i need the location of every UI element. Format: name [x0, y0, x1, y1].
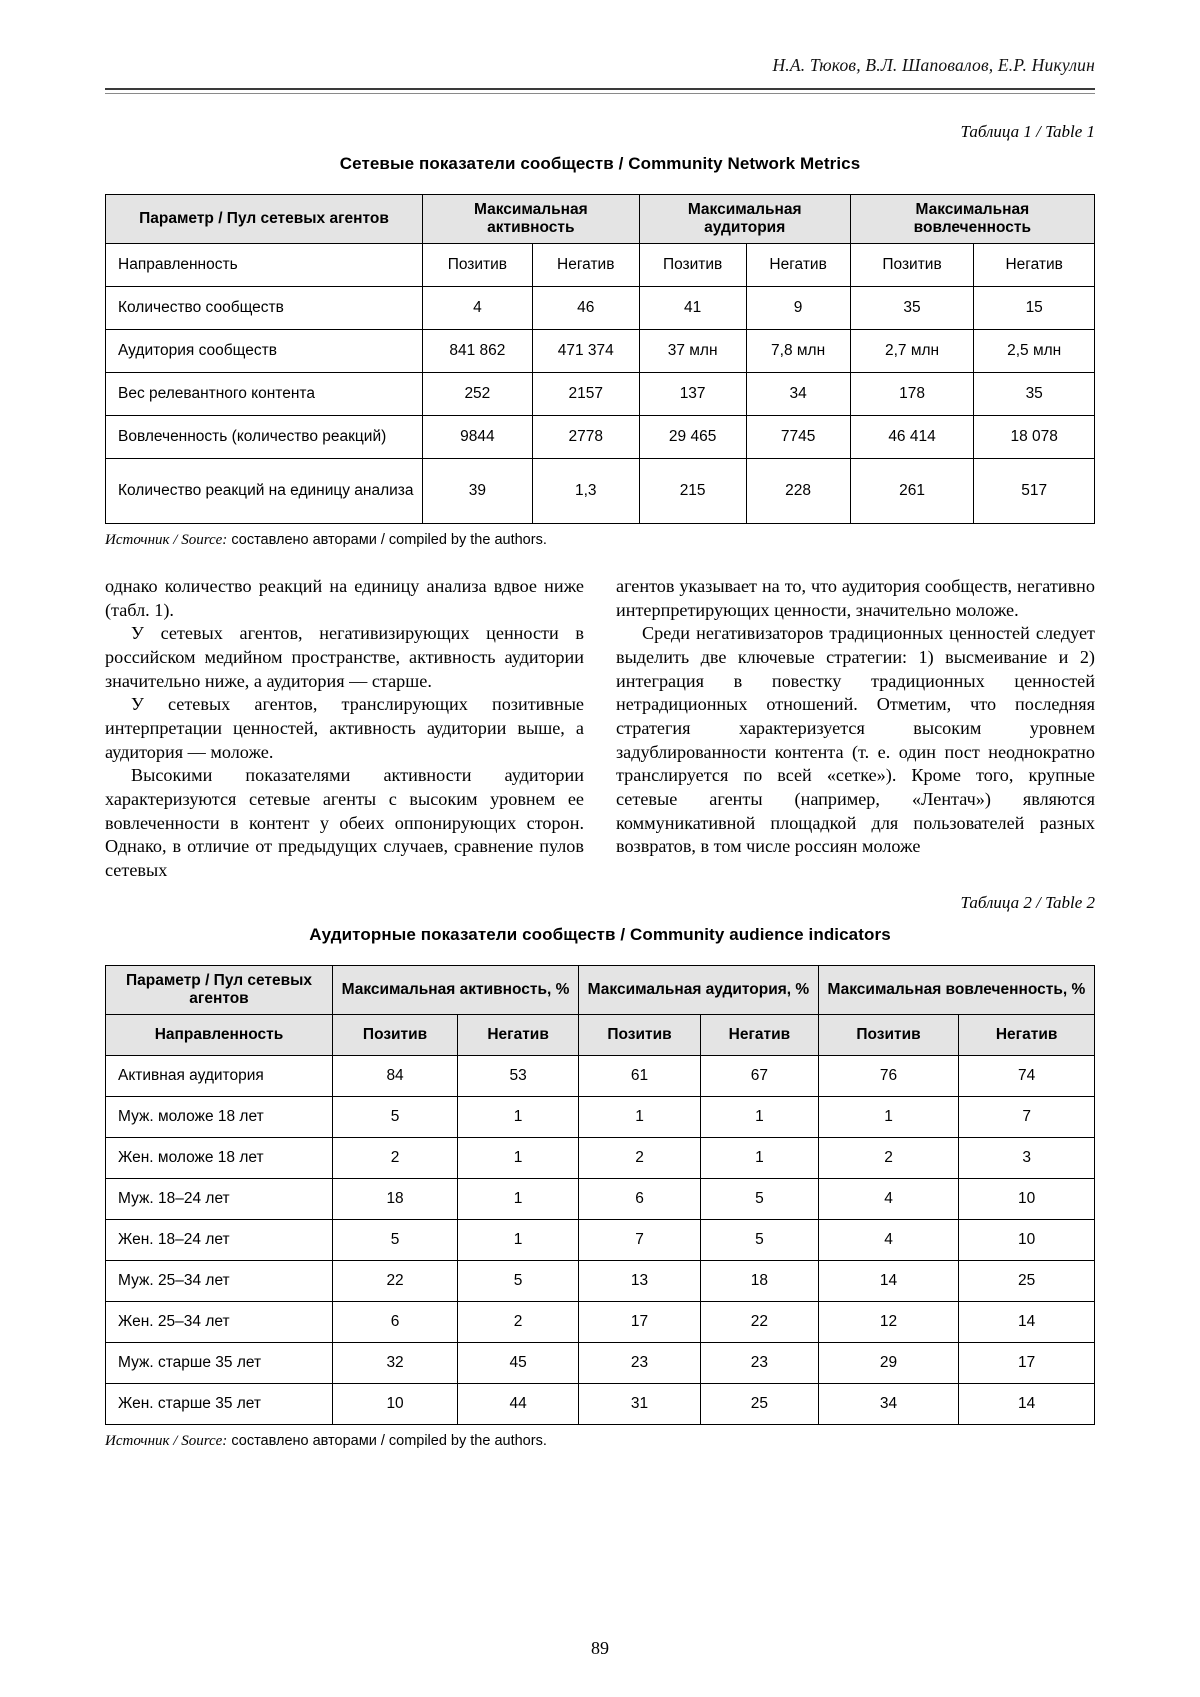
table-row — [106, 1301, 1095, 1342]
table1-row4-v5: 517 — [974, 459, 1095, 524]
table2-row0-v4: 76 — [818, 1055, 958, 1096]
table1-header-groups — [106, 195, 1095, 244]
table2-row4-v0: 5 — [333, 1219, 458, 1260]
table2-row3-v0: 18 — [333, 1178, 458, 1219]
table2-row1-v0: 5 — [333, 1096, 458, 1137]
table1-row1-v0: 841 862 — [423, 330, 533, 373]
table1-row2-v1: 2157 — [532, 373, 639, 416]
table2-direction-0: Позитив — [333, 1014, 458, 1055]
table1-source-prefix: Источник / Source: — [105, 532, 228, 548]
table2-row5-v3: 18 — [701, 1260, 819, 1301]
table2-row1-v2: 1 — [579, 1096, 701, 1137]
table-audience-indicators — [105, 965, 1095, 1425]
table1-direction-1: Негатив — [532, 244, 639, 287]
table2-row2-v2: 2 — [579, 1137, 701, 1178]
table1-row3-label: Вовлеченность (количество реакций) — [106, 416, 423, 459]
table2-header-groups — [106, 965, 1095, 1014]
table-row — [106, 330, 1095, 373]
table2-row0-v0: 84 — [333, 1055, 458, 1096]
table2-row3-label: Муж. 18–24 лет — [106, 1178, 333, 1219]
table2-direction-label: Направленность — [106, 1014, 333, 1055]
table1-row0-v2: 41 — [639, 287, 746, 330]
table2-header-param: Параметр / Пул сетевых агентов — [106, 965, 333, 1014]
table1-direction-2: Позитив — [639, 244, 746, 287]
table2-row6-v5: 14 — [959, 1301, 1095, 1342]
table-row — [106, 287, 1095, 330]
table1-row2-v4: 178 — [850, 373, 974, 416]
table2-row4-v1: 1 — [458, 1219, 579, 1260]
table2-header-group-2: Максимальная вовлеченность, % — [818, 965, 1094, 1014]
paragraph: однако количество реакций на единицу анализа вдвое ниже (табл. 1). — [105, 576, 584, 620]
table1-direction-4: Позитив — [850, 244, 974, 287]
table-row — [106, 1383, 1095, 1424]
table2-header-group-0: Максимальная активность, % — [333, 965, 579, 1014]
table1-row3-v1: 2778 — [532, 416, 639, 459]
table2-row7-v5: 17 — [959, 1342, 1095, 1383]
table2-row0-v2: 61 — [579, 1055, 701, 1096]
header-rule — [105, 88, 1095, 94]
table2-source-prefix: Источник / Source: — [105, 1432, 228, 1449]
table2-row4-v3: 5 — [701, 1219, 819, 1260]
table-row — [106, 416, 1095, 459]
table-row — [106, 373, 1095, 416]
table2-row6-v1: 2 — [458, 1301, 579, 1342]
table1-title: Сетевые показатели сообществ / Community Network Metrics — [339, 154, 861, 173]
table1-row0-v3: 9 — [746, 287, 850, 330]
table2-number: Таблица 2 / Table 2 — [960, 892, 1095, 912]
table2-row8-v2: 31 — [579, 1383, 701, 1424]
table2-row1-v3: 1 — [701, 1096, 819, 1137]
table2-row5-label: Муж. 25–34 лет — [106, 1260, 333, 1301]
table2-row6-v2: 17 — [579, 1301, 701, 1342]
table1-row1-v2: 37 млн — [639, 330, 746, 373]
table1-head — [106, 195, 1095, 244]
table1-row1-label: Аудитория сообществ — [106, 330, 423, 373]
table2-row4-label: Жен. 18–24 лет — [106, 1219, 333, 1260]
table1-row0-v0: 4 — [423, 287, 533, 330]
table2-row7-v4: 29 — [818, 1342, 958, 1383]
table1-source — [105, 532, 1095, 549]
paragraph: У сетевых агентов, негативизирующих ценности в российском медийном пространстве, активность аудитории значительно ниже, а аудитория — старше. — [105, 623, 584, 691]
paragraph: Среди негативизаторов традиционных ценностей следует выделить две ключевые стратегии: 1) высмеивание и 2) интеграция в повестку традиционных ценностей нетрадиционных отношений. Отметим, что последняя стратегия характеризуется высоким уровнем задублированности контента (т. е. один пост неоднократно транслируется по всей «сетке»). Кроме того, крупные сетевые агенты (например, «Лентач») являются коммуникативной площадкой для пользователей разных возвратов, в том числе россиян моложе — [616, 623, 1095, 857]
table1-row4-v0: 39 — [423, 459, 533, 524]
table2-row8-v1: 44 — [458, 1383, 579, 1424]
table2-row2-v5: 3 — [959, 1137, 1095, 1178]
table2-row1-label: Муж. моложе 18 лет — [106, 1096, 333, 1137]
table1-body — [106, 244, 1095, 524]
table2-row0-v1: 53 — [458, 1055, 579, 1096]
table2-row2-label: Жен. моложе 18 лет — [106, 1137, 333, 1178]
table1-source-text: составлено авторами / compiled by the authors. — [227, 532, 547, 548]
table1-row0-v5: 15 — [974, 287, 1095, 330]
table2-row3-v2: 6 — [579, 1178, 701, 1219]
table1-direction-row — [106, 244, 1095, 287]
table1-header-group-1: Максимальная аудитория — [639, 195, 850, 244]
table2-row8-label: Жен. старше 35 лет — [106, 1383, 333, 1424]
table1-number: Таблица 1 / Table 1 — [960, 122, 1095, 141]
table2-head — [106, 965, 1095, 1055]
table2-row7-v1: 45 — [458, 1342, 579, 1383]
table2-row6-label: Жен. 25–34 лет — [106, 1301, 333, 1342]
table2-row5-v2: 13 — [579, 1260, 701, 1301]
table2-row5-v0: 22 — [333, 1260, 458, 1301]
table2-row7-label: Муж. старше 35 лет — [106, 1342, 333, 1383]
table2-row8-v3: 25 — [701, 1383, 819, 1424]
table1-row3-v4: 46 414 — [850, 416, 974, 459]
table-row — [106, 1178, 1095, 1219]
table2-row3-v3: 5 — [701, 1178, 819, 1219]
table-network-metrics — [105, 194, 1095, 524]
table1-row2-v2: 137 — [639, 373, 746, 416]
table1-row3-v0: 9844 — [423, 416, 533, 459]
table2-row1-v4: 1 — [818, 1096, 958, 1137]
table2-row2-v0: 2 — [333, 1137, 458, 1178]
table1-row1-v1: 471 374 — [532, 330, 639, 373]
table2-row6-v3: 22 — [701, 1301, 819, 1342]
table2-header-sub — [106, 1014, 1095, 1055]
table2-row4-v4: 4 — [818, 1219, 958, 1260]
body-column-left — [105, 575, 584, 883]
running-head: Н.А. Тюков, В.Л. Шаповалов, Е.Р. Никулин — [772, 55, 1095, 75]
table2-direction-2: Позитив — [579, 1014, 701, 1055]
table-row — [106, 1219, 1095, 1260]
table1-row4-v2: 215 — [639, 459, 746, 524]
table2-row5-v1: 5 — [458, 1260, 579, 1301]
table1-direction-3: Негатив — [746, 244, 850, 287]
table2-row4-v2: 7 — [579, 1219, 701, 1260]
table1-row0-label: Количество сообществ — [106, 287, 423, 330]
paragraph: агентов указывает на то, что аудитория сообществ, негативно интерпретирующих ценности, значительно моложе. — [616, 576, 1095, 620]
table2-row8-v4: 34 — [818, 1383, 958, 1424]
table1-row4-v3: 228 — [746, 459, 850, 524]
table1-row3-v5: 18 078 — [974, 416, 1095, 459]
table2-row1-v5: 7 — [959, 1096, 1095, 1137]
body-columns — [105, 575, 1095, 883]
table2-row8-v5: 14 — [959, 1383, 1095, 1424]
table1-row2-v5: 35 — [974, 373, 1095, 416]
table2-row8-v0: 10 — [333, 1383, 458, 1424]
table2-direction-4: Позитив — [818, 1014, 958, 1055]
table1-direction-0: Позитив — [423, 244, 533, 287]
table-row — [106, 1055, 1095, 1096]
table2-direction-1: Негатив — [458, 1014, 579, 1055]
table2-direction-5: Негатив — [959, 1014, 1095, 1055]
table1-row2-label: Вес релевантного контента — [106, 373, 423, 416]
table2-row2-v4: 2 — [818, 1137, 958, 1178]
table2-row6-v4: 12 — [818, 1301, 958, 1342]
table1-header-group-0: Максимальная активность — [423, 195, 640, 244]
table1-row3-v3: 7745 — [746, 416, 850, 459]
table2-row3-v4: 4 — [818, 1178, 958, 1219]
table2-row0-label: Активная аудитория — [106, 1055, 333, 1096]
page-number: 89 — [591, 1638, 609, 1658]
table1-row4-v4: 261 — [850, 459, 974, 524]
table2-source-text: составлено авторами / compiled by the authors. — [227, 1432, 547, 1449]
table2-body — [106, 1055, 1095, 1424]
table1-header-param: Параметр / Пул сетевых агентов — [106, 195, 423, 244]
table2-row7-v0: 32 — [333, 1342, 458, 1383]
table2-row3-v5: 10 — [959, 1178, 1095, 1219]
table1-row1-v4: 2,7 млн — [850, 330, 974, 373]
table1-row4-label: Количество реакций на единицу анализа — [106, 459, 423, 524]
table1-row1-v3: 7,8 млн — [746, 330, 850, 373]
table2-row1-v1: 1 — [458, 1096, 579, 1137]
table1-row0-v1: 46 — [532, 287, 639, 330]
table1-direction-5: Негатив — [974, 244, 1095, 287]
table2-header-group-1: Максимальная аудитория, % — [579, 965, 819, 1014]
table1-row4-v1: 1,3 — [532, 459, 639, 524]
table2-direction-3: Негатив — [701, 1014, 819, 1055]
table1-row1-v5: 2,5 млн — [974, 330, 1095, 373]
table-row — [106, 1096, 1095, 1137]
table2-row0-v5: 74 — [959, 1055, 1095, 1096]
table1-row3-v2: 29 465 — [639, 416, 746, 459]
table2-row3-v1: 1 — [458, 1178, 579, 1219]
table1-row2-v3: 34 — [746, 373, 850, 416]
table-row — [106, 1137, 1095, 1178]
table2-row4-v5: 10 — [959, 1219, 1095, 1260]
table-row — [106, 1260, 1095, 1301]
table2-row5-v5: 25 — [959, 1260, 1095, 1301]
table2-row5-v4: 14 — [818, 1260, 958, 1301]
body-column-right — [616, 575, 1095, 883]
table2-row2-v3: 1 — [701, 1137, 819, 1178]
table1-row0-v4: 35 — [850, 287, 974, 330]
table2-title: Аудиторные показатели сообществ / Community audience indicators — [309, 924, 891, 944]
table2-row6-v0: 6 — [333, 1301, 458, 1342]
table2-source — [105, 1433, 1095, 1450]
table1-header-group-2: Максимальная вовлеченность — [850, 195, 1094, 244]
table2-row2-v1: 1 — [458, 1137, 579, 1178]
table1-row2-v0: 252 — [423, 373, 533, 416]
paragraph: Высокими показателями активности аудитории характеризуются сетевые агенты с высоким уровнем ее вовлеченности в контент у обеих оппонирующих сторон. Однако, в отличие от предыдущих случаев, сравнение пулов сетевых — [105, 765, 584, 880]
table2-row0-v3: 67 — [701, 1055, 819, 1096]
table1-direction-label: Направленность — [106, 244, 423, 287]
paragraph: У сетевых агентов, транслирующих позитивные интерпретации ценностей, активность аудитории выше, а аудитория — моложе. — [105, 694, 584, 762]
table-row — [106, 459, 1095, 524]
table2-row7-v2: 23 — [579, 1342, 701, 1383]
table2-row7-v3: 23 — [701, 1342, 819, 1383]
table-row — [106, 1342, 1095, 1383]
